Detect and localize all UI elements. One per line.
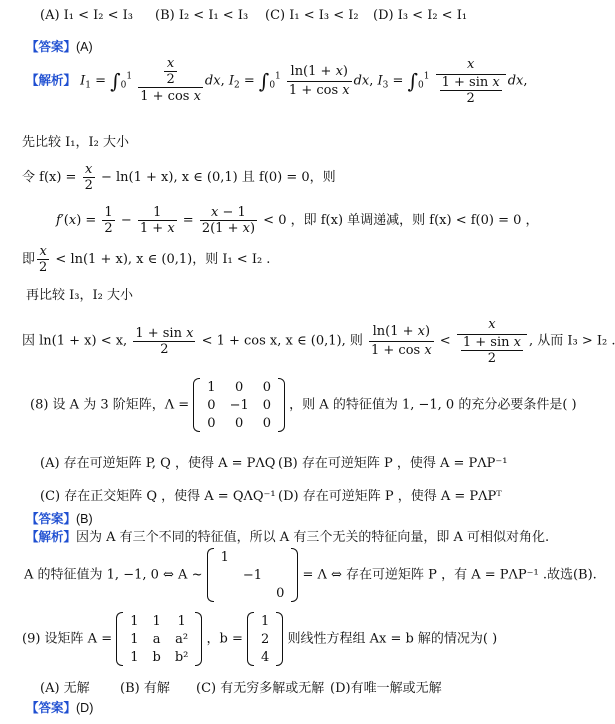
q7-compare2: 再比较 I₃，I₂ 大小 [26, 288, 133, 303]
analysis-tag: 【解析】 [26, 72, 77, 88]
q7-because-tail: , 从而 I₃ > I₂ . [528, 333, 615, 349]
q9-option-d: (D)有唯一解或无解 [330, 681, 442, 696]
q7-answer: (A) [76, 40, 93, 54]
q7-option-c: (C) I₁ < I₃ < I₂ [265, 8, 359, 23]
q8-stem-head: (8) 设 A 为 3 阶矩阵，Λ = [30, 397, 190, 413]
q8-line2-tail: = Λ ⇔ 存在可逆矩阵 P ，有 A = PΛP⁻¹ .故选(B). [302, 567, 597, 583]
q7-analysis-line: 【解析】 $I_1 = \int_0^1$ $\frac{\frac{x}{2}}{\text{1 + cos x}}$ dx, $I_2 = \int_0^1$ $\frac{\ln(1 + x)}{\text{1 + cos x}}$ dx, $I_3 = \int_0^1$ $\frac{x}{\frac{\text{1 + sin x}}{2}}$ dx, [26, 56, 528, 106]
q8-diag-matrix: 1 −1 0 [207, 548, 299, 602]
q7-so-line: 即 $\frac{x}{2}$ < ln(1 + x), x ∈ (0,1)，则 I₁ < I₂ . [22, 244, 271, 275]
q7-derivative-line: f′(x) = $\frac{1}{2}$ − $\frac{1}{1 + x}$ = $\frac{x - 1}{2(1 + x)}$ < 0 ，即 f(x) 单调递减，则 f(x) < f(0) = 0 ， [56, 205, 539, 236]
q8-stem-tail: ，则 A 的特征值为 1, −1, 0 的充分必要条件是( ) [289, 397, 577, 413]
q8-option-d: (D) 存在可逆矩阵 P ，使得 A = PΛPᵀ [278, 489, 502, 504]
answer-tag: 【答案】 [26, 511, 77, 526]
q8-line2 [24, 548, 597, 602]
q8-analysis-text: 因为 A 有三个不同的特征值，所以 A 有三个无关的特征向量，即 A 可相似对角化. [76, 530, 550, 545]
q7-option-a: (A) I₁ < I₂ < I₃ [40, 8, 134, 23]
q9-answer-line [26, 698, 93, 716]
q9-stem [22, 612, 497, 666]
q7-because-mid: < 1 + cos x, x ∈ (0,1), 则 [197, 333, 363, 349]
q7-so-head: 即 [22, 252, 36, 267]
answer-tag: 【答案】 [26, 700, 77, 715]
q9-option-b: (B) 有解 [120, 681, 170, 696]
q8-option-a: (A) 存在可逆矩阵 P, Q ，使得 A = PΛQ [40, 456, 276, 471]
q8-stem [30, 378, 577, 432]
q7-so-tail: < ln(1 + x), x ∈ (0,1)，则 I₁ < I₂ . [51, 252, 271, 267]
q8-lambda-matrix: 1 0 0 0 −1 0 0 0 0 [193, 378, 285, 432]
q9-vector-b: 1 2 4 [247, 612, 283, 666]
q8-analysis-line [26, 526, 549, 545]
q8-line2-head: A 的特征值为 1, −1, 0 ⇔ A ~ [24, 567, 203, 583]
q9-answer: (D) [76, 701, 94, 715]
q7-compare1: 先比较 I₁，I₂ 大小 [22, 135, 129, 150]
q7-let-text: 令 f(x) = [22, 170, 81, 185]
q7-option-b: (B) I₂ < I₁ < I₃ [155, 8, 249, 23]
q7-deriv-tail: < 0 ，即 f(x) 单调递减，则 f(x) < f(0) = 0 ， [259, 213, 539, 228]
q7-because-head: 因 ln(1 + x) < x, [22, 333, 132, 349]
q7-option-d: (D) I₃ < I₂ < I₁ [373, 8, 468, 23]
q7-answer-line [26, 37, 93, 55]
q9-option-a: (A) 无解 [40, 681, 90, 696]
answer-tag: 【答案】 [26, 39, 77, 54]
q8-answer: (B) [76, 512, 93, 526]
q9-option-c: (C) 有无穷多解或无解 [196, 681, 325, 696]
analysis-tag: 【解析】 [26, 529, 77, 544]
q7-because-line: 因 ln(1 + x) < x, $\frac{\text{1 + sin x}}{2}$ < 1 + cos x, x ∈ (0,1), 则 $\frac{\ln(1 + x)}{\text{1 + cos x}}$ < $\frac{x}{\frac{\text{1 + sin x}}{2}}$ , 从而 I₃ > I₂ . [22, 317, 615, 366]
q9-mid: ，b = [206, 631, 243, 647]
q8-option-c: (C) 存在正交矩阵 Q ，使得 A = QΛQ⁻¹ [40, 489, 276, 504]
q7-let-line: 令 f(x) = $\frac{x}{2}$ − ln(1 + x), x ∈ (0,1) 且 f(0) = 0，则 [22, 162, 336, 193]
q8-answer-line [26, 509, 93, 527]
q7-let-tail: − ln(1 + x), x ∈ (0,1) 且 f(0) = 0，则 [96, 170, 336, 185]
q9-stem-tail: 则线性方程组 Ax = b 解的情况为( ) [287, 631, 498, 647]
q9-stem-head: (9) 设矩阵 A = [22, 631, 113, 647]
q8-option-b: (B) 存在可逆矩阵 P ，使得 A = PΛP⁻¹ [278, 456, 508, 471]
q9-matrix-a: 1 1 1 1 a a² 1 b b² [116, 612, 202, 666]
